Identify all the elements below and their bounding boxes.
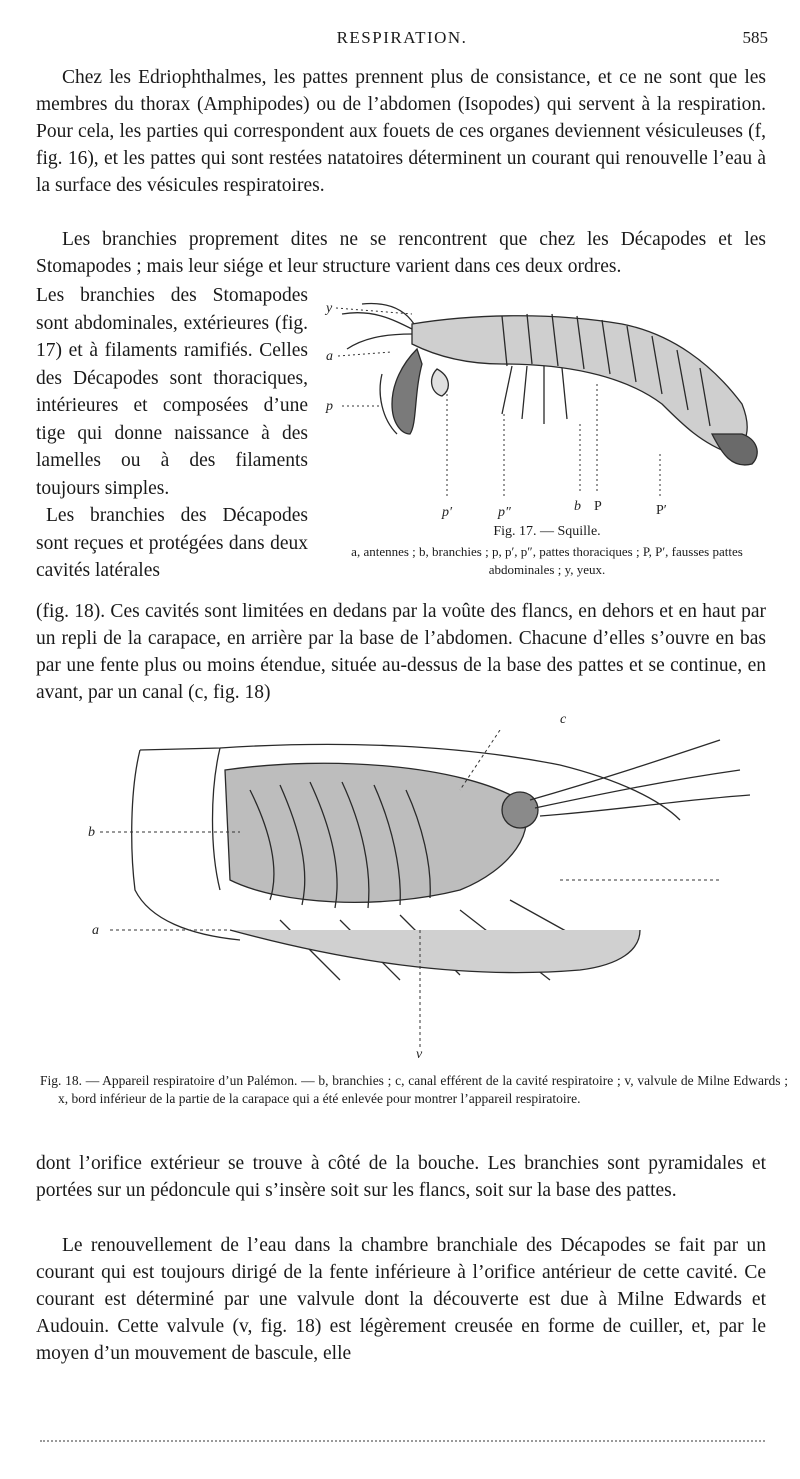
fig17-legend: a, antennes ; b, branchies ; p, p′, p″, pattes thoraciques ; P, P′, fausses pattes abdominales ; y, yeux.	[351, 544, 743, 577]
fig17-label-p1: p′	[442, 505, 453, 520]
fig18-label-b: b	[88, 825, 95, 840]
running-title: RESPIRATION.	[336, 28, 468, 47]
paragraph-orifice: dont l’orifice extérieur se trouve à côté de la bouche. Les branchies sont pyramidales et portées sur un pédoncule qui s’insère soit sur les flancs, soit sur la base des pattes.	[36, 1153, 766, 1201]
paragraph-cavites: (fig. 18). Ces cavités sont limitées en dedans par la voûte des flancs, en dehors et en haut par un repli de la carapace, en arrière par la base de l’abdomen. Chacune d’elles s’ouvre en bas par une fente plus ou moins étendue, située au-dessus de la base des pattes et se continue, en avant, par un canal (c, fig. 18)	[36, 601, 766, 703]
fig17-label-P1: P′	[656, 503, 667, 518]
paragraph-stomapodes: Les branchies des Stomapodes sont abdominales, extérieures (fig. 17) et à filaments ramifiés. Celles des Décapodes sont thoraciques, intérieures et composées d’une tige qui donne naissance à des lamelles ou à des filaments toujours simples.	[36, 285, 308, 499]
fig18-label-a: a	[92, 923, 99, 938]
page-header	[36, 28, 768, 54]
paragraph-renouvellement: Le renouvellement de l’eau dans la chambre branchiale des Décapodes se fait par un courant qui est toujours dirigé de la fente inférieure à l’orifice antérieur de cette cavité. Ce courant est déterminé par une valvule dont la découverte est due à Milne Edwards et Audouin. Cette valvule (v, fig. 18) est légèrement creusée en forme de cuiller, et, par le moyen d’un mouvement de bascule, elle	[36, 1235, 766, 1364]
fig18-label-c: c	[560, 712, 567, 727]
left-column-text	[36, 282, 308, 585]
fig17-label-a: a	[326, 349, 333, 364]
footer-dotted-rule	[40, 1440, 765, 1442]
paragraph-decapodes: Les branchies des Décapodes sont reçues et protégées dans deux cavités latérales	[36, 505, 308, 581]
figure-17-squilla-illustration	[322, 294, 772, 522]
paragraph-branchies-intro: Les branchies proprement dites ne se rencontrent que chez les Décapodes et les Stomapodes ; mais leur siége et leur structure varient dans ces deux ordres.	[36, 229, 766, 277]
page-number: 585	[742, 28, 768, 47]
fig17-label-P: P	[594, 499, 602, 514]
fig17-label-b: b	[574, 499, 581, 514]
fig17-label-p2: p″	[498, 505, 511, 520]
fig17-caption-title: Fig. 17. — Squille.	[493, 524, 601, 539]
fig17-label-y: y	[326, 301, 333, 316]
figure-18-palemon-illustration	[80, 730, 760, 1060]
fig17-label-p: p	[326, 399, 333, 414]
fig18-label-v: v	[416, 1047, 423, 1060]
paragraph-edriophthalmes: Chez les Edriophthalmes, les pattes prennent plus de consistance, et ce ne sont que les membres du thorax (Amphipodes) ou de l’abdomen (Isopodes) qui servent à la respiration. Pour cela, les parties qui correspondent aux fouets de ces organes deviennent vésiculeuses (f, fig. 16), et les pattes qui sont restées natatoires déterminent un courant qui renouvelle l’eau à la surface des vésicules respiratoires.	[36, 67, 766, 196]
fig18-caption: Fig. 18. — Appareil respiratoire d’un Palémon. — b, branchies ; c, canal efférent de la cavité respiratoire ; v, valvule de Milne Edwards ; x, bord inférieur de la partie de la carapace qui a été enlevée pour montrer l’appareil respiratoire.	[40, 1073, 788, 1106]
